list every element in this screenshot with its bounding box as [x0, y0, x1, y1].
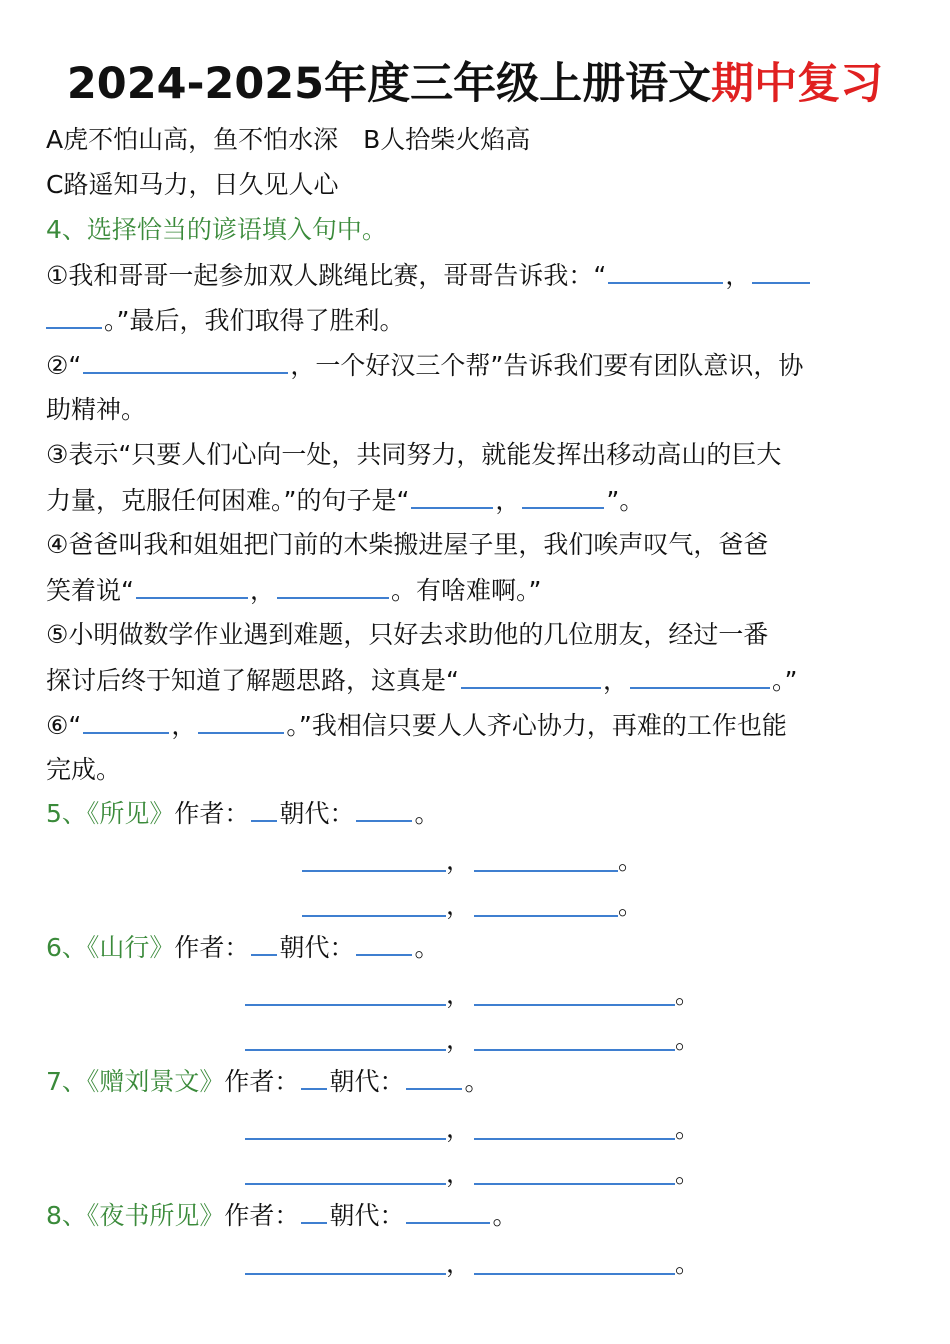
title-main: 2024-2025年度三年级上册语文: [66, 59, 712, 109]
fill-blank[interactable]: [752, 252, 810, 284]
poem-7-header: 7、《赠刘景文》作者： 朝代： 。: [46, 1058, 906, 1104]
fill-blank[interactable]: [46, 297, 102, 329]
fill-blank[interactable]: [136, 567, 248, 599]
q4-item-3: ③表示“只要人们心向一处，共同努力，就能发挥出移动高山的巨大: [46, 440, 782, 469]
page-title: [0, 50, 950, 111]
verse-blank[interactable]: [245, 1273, 446, 1275]
fill-blank[interactable]: [83, 342, 288, 374]
fill-blank[interactable]: [411, 477, 493, 509]
q4-item-1-cont: 。”最后，我们取得了胜利。: [46, 297, 906, 343]
verse-blank[interactable]: [302, 870, 446, 872]
verse-blank[interactable]: [245, 1183, 446, 1185]
q4-item-4: ④爸爸叫我和姐姐把门前的木柴搬进屋子里，我们唉声叹气，爸爸: [46, 530, 769, 559]
poem-title: 《夜书所见》: [86, 1201, 225, 1230]
poem-title: 《赠刘景文》: [86, 1067, 225, 1096]
author-blank[interactable]: [251, 790, 277, 822]
fill-blank[interactable]: [198, 702, 284, 734]
fill-blank[interactable]: [277, 567, 389, 599]
verse-blank[interactable]: [474, 1273, 675, 1275]
q4-item-5-cont: 探讨后终于知道了解题思路，这真是“ ， 。”: [46, 657, 906, 703]
verse-blank[interactable]: [302, 915, 446, 917]
verse-blank[interactable]: [474, 915, 618, 917]
q4-item-4-cont: 笑着说“ ， 。有啥难啊。”: [46, 567, 906, 613]
option-line-1: A虎不怕山高，鱼不怕水深 B人拾柴火焰高: [46, 125, 531, 154]
poem-6-header: 6、《山行》作者： 朝代： 。: [46, 924, 906, 970]
verse-blank[interactable]: [245, 1004, 446, 1006]
dynasty-blank[interactable]: [356, 924, 412, 956]
title-highlight: 期中复习: [711, 59, 884, 109]
poem-8-header: 8、《夜书所见》作者： 朝代： 。: [46, 1192, 906, 1238]
q4-item-5: ⑤小明做数学作业遇到难题，只好去求助他的几位朋友，经过一番: [46, 620, 769, 649]
fill-blank[interactable]: [630, 657, 770, 689]
poem-title: 《所见》: [86, 799, 175, 828]
q4-item-1: ①我和哥哥一起参加双人跳绳比赛，哥哥告诉我：“ ，: [46, 252, 906, 298]
dynasty-blank[interactable]: [406, 1192, 490, 1224]
q4-item-3-cont: 力量，克服任何困难。”的句子是“ ， ”。: [46, 477, 906, 523]
author-blank[interactable]: [251, 924, 277, 956]
option-line-2: C路遥知马力，日久见人心: [46, 170, 339, 199]
author-blank[interactable]: [301, 1192, 327, 1224]
q4-item-6-cont: 完成。: [46, 755, 122, 784]
q4-item-6: ⑥“ ， 。”我相信只要人人齐心协力，再难的工作也能: [46, 702, 906, 748]
q4-item-2: ②“ ，一个好汉三个帮”告诉我们要有团队意识，协: [46, 342, 906, 388]
verse-blank[interactable]: [245, 1049, 446, 1051]
poem-5-header: 5、《所见》作者： 朝代： 。: [46, 790, 906, 836]
verse-blank[interactable]: [474, 1183, 675, 1185]
poem-title: 《山行》: [86, 933, 175, 962]
q4-item-2-cont: 助精神。: [46, 395, 147, 424]
verse-blank[interactable]: [474, 1138, 675, 1140]
fill-blank[interactable]: [522, 477, 604, 509]
dynasty-blank[interactable]: [406, 1058, 462, 1090]
verse-blank[interactable]: [474, 1004, 675, 1006]
q4-heading: 4、选择恰当的谚语填入句中。: [46, 215, 387, 244]
verse-blank[interactable]: [474, 1049, 675, 1051]
fill-blank[interactable]: [83, 702, 169, 734]
fill-blank[interactable]: [461, 657, 601, 689]
fill-blank[interactable]: [608, 252, 723, 284]
author-blank[interactable]: [301, 1058, 327, 1090]
verse-blank[interactable]: [245, 1138, 446, 1140]
verse-blank[interactable]: [474, 870, 618, 872]
dynasty-blank[interactable]: [356, 790, 412, 822]
